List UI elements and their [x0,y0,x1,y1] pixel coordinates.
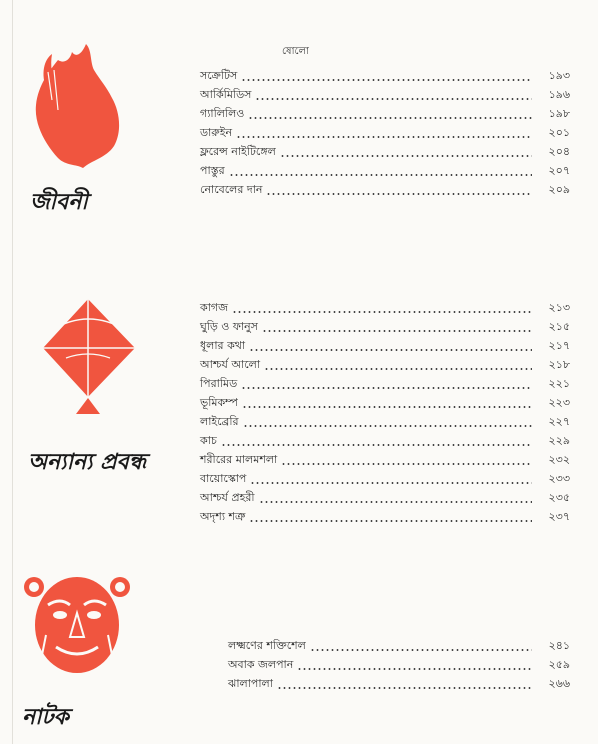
toc-entry[interactable]: লাইব্রেরি ২২৭ [200,412,570,431]
section-label-biography: জীবনী [30,189,88,215]
toc-entry[interactable]: বায়োস্কোপ ২৩৩ [200,469,570,488]
toc-entry[interactable]: কাচ ২২৯ [200,431,570,450]
toc-section-essays [200,298,570,526]
toc-entry[interactable]: আশ্চর্য আলো ২১৮ [200,355,570,374]
toc-entry[interactable]: নোবেলের দান ২০৯ [200,180,570,199]
toc-entry[interactable]: আশ্চর্য প্রহরী ২৩৫ [200,488,570,507]
toc-section-biography [200,66,570,199]
toc-entry[interactable]: অদৃশ্য শত্রু ২৩৭ [200,507,570,526]
toc-entry[interactable]: লক্ষ্মণের শক্তিশেল ২৪১ [228,636,570,655]
toc-entry[interactable]: গ্যালিলিও ১৯৮ [200,104,570,123]
toc-entry[interactable]: শরীরের মালমশলা ২৩২ [200,450,570,469]
toc-entry[interactable]: ঝালাপালা ২৬৬ [228,674,570,693]
page-edge-line [12,0,13,744]
toc-entry[interactable]: সক্রেটিস ১৯৩ [200,66,570,85]
toc-entry[interactable]: ফ্লরেন্স নাইটিঙ্গেল ২০৪ [200,142,570,161]
toc-entry[interactable]: ধূলার কথা ২১৭ [200,336,570,355]
toc-section-plays [228,636,570,693]
toc-entry[interactable]: ডারুইন ২০১ [200,123,570,142]
toc-entry[interactable]: ভূমিকম্প ২২৩ [200,393,570,412]
section-label-plays: নাটক [22,704,69,730]
running-header: ষোলো [282,46,309,57]
toc-entry[interactable]: অবাক জলপান ২৫৯ [228,655,570,674]
section-label-essays: অন্যান্য প্রবন্ধ [28,449,147,475]
toc-entry[interactable]: পাস্তুর ২০৭ [200,161,570,180]
toc-entry[interactable]: কাগজ ২১৩ [200,298,570,317]
toc-entry[interactable]: ঘুড়ি ও ফানুস ২১৫ [200,317,570,336]
kite-icon [40,290,150,420]
mask-icon [20,565,135,680]
toc-entry[interactable]: পিরামিড ২২১ [200,374,570,393]
flame-brush-icon [28,40,128,170]
toc-entry[interactable]: আর্কিমিডিস ১৯৬ [200,85,570,104]
